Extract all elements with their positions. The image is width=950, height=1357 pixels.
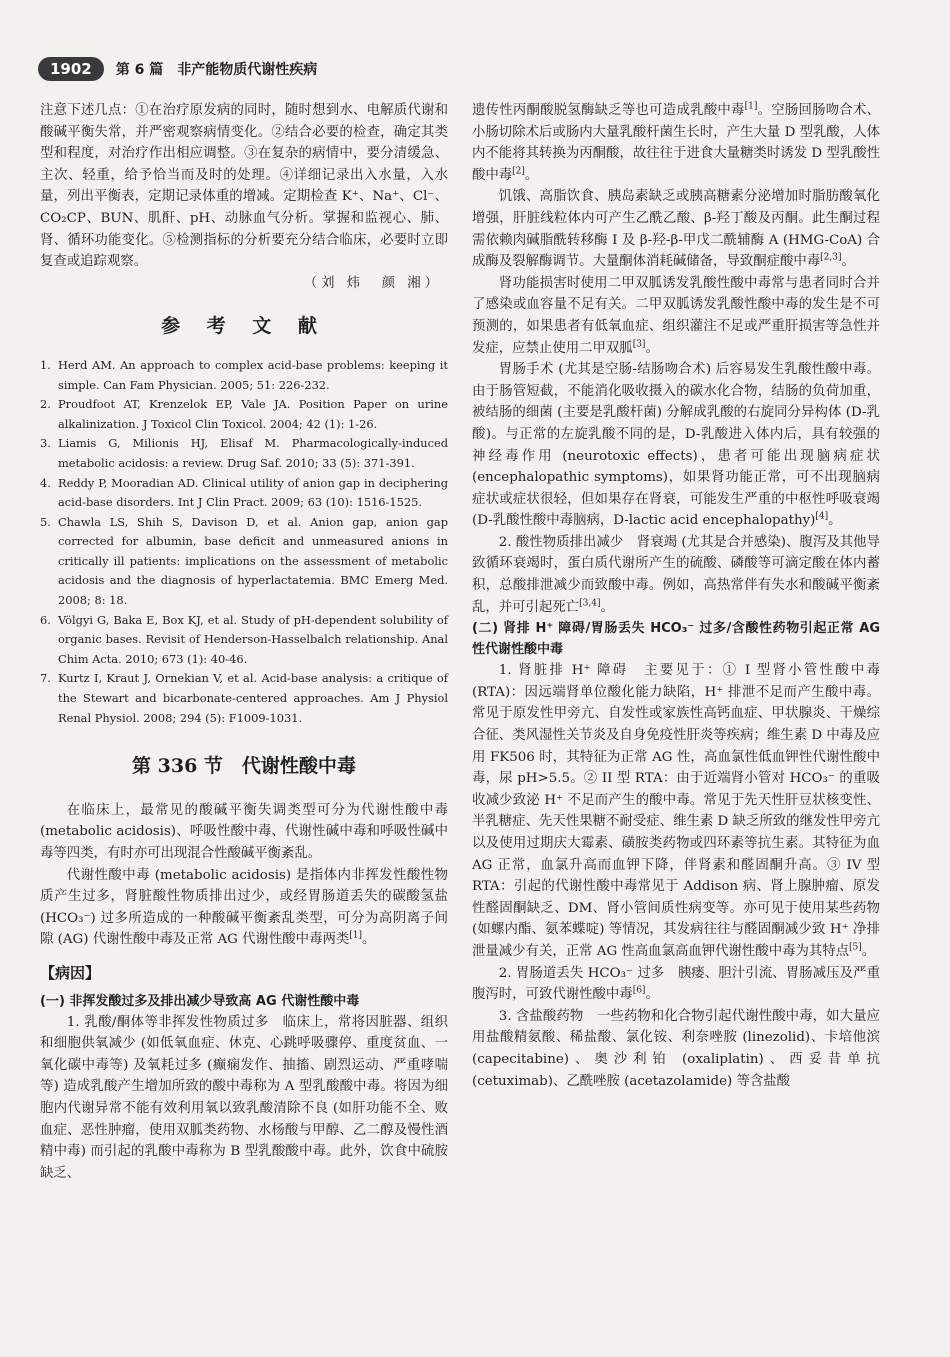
left-column — [40, 100, 448, 1184]
author-signature: （刘 炜 颜 湘） — [303, 275, 442, 291]
paragraph: 在临床上，最常见的酸碱平衡失调类型可分为代谢性酸中毒 (metabolic acidosis)、呼吸性酸中毒、代谢性碱中毒和呼吸性碱中毒等四类，有时亦可出现混合性酸碱平衡紊乱。 — [40, 802, 448, 861]
references-list — [40, 356, 448, 728]
paragraph: 代谢性酸中毒 (metabolic acidosis) 是指体内非挥发性酸性物质产生过多，肾脏酸性物质排出过少，或经胃肠道丢失的碳酸氢盐 (HCO₃⁻) 过多所造成的一种酸碱平衡紊乱类型，可分为高阴离子间隙 (AG) 代谢性酸中毒及正常 AG 代谢性酸中毒两类[1]。 — [40, 867, 448, 948]
subheading: (二) 肾排 H⁺ 障碍/胃肠丢失 HCO₃⁻ 过多/含酸性药物引起正常 AG 性代谢性酸中毒 — [472, 621, 880, 658]
page-number: 1902 — [38, 57, 104, 81]
subheading: (一) 非挥发酸过多及排出减少导致高 AG 代谢性酸中毒 — [40, 993, 360, 1009]
references-heading: 参 考 文 献 — [161, 315, 327, 338]
right-column — [472, 100, 880, 1092]
paragraph: 1. 乳酸/酮体等非挥发性物质过多 临床上，常将因脏器、组织和细胞供氧减少 (如低氧血症、休克、心跳呼吸骤停、重度贫血、一氧化碳中毒等) 及氧耗过多 (癫痫发作、抽搐、剧烈运动、严重哮喘等) 造成乳酸产生增加所致的酸中毒称为 A 型乳酸酸中毒。将因为细胞内代谢异常不能有效利用氧以致乳酸清除不良 (如肝功能不全、败血症、恶性肿瘤，使用双胍类药物、水杨酸与甲醇、乙二醇及慢性酒精中毒) 而引起的乳酸中毒称为 B 型乳酸酸中毒。此外，饮食中硫胺缺乏、 — [40, 1014, 448, 1181]
reference-item: 5. Chawla LS, Shih S, Davison D, et al. Anion gap, anion gap corrected for albumin, base deficit and unmeasured anions in critically ill patients: implications on the assessment of metabolic acidosis and the diagnosis of hyperlactatemia. BMC Emerg Med. 2008; 8: 18. — [40, 514, 448, 608]
reference-item: 7. Kurtz I, Kraut J, Ornekian V, et al. Acid-base analysis: a critique of the Stewart and bicarbonate-centered approaches. Am J Physiol Renal Physiol. 2008; 294 (5): F1009-1031. — [40, 671, 448, 725]
reference-item: 6. Völgyi G, Baka E, Box KJ, et al. Study of pH-dependent solubility of organic bases. Revisit of Henderson-Hasselbalch relationship. Anal Chim Acta. 2010; 673 (1): 40-46. — [40, 612, 448, 666]
page-header — [38, 52, 317, 86]
intro-paragraph: 注意下述几点：①在治疗原发病的同时，随时想到水、电解质代谢和酸碱平衡失常，并严密观察病情变化。②结合必要的检查，确定其类型和程度，对治疗作出相应调整。③在复杂的病情中，要分清缓急、主次、轻重，给予恰当而及时的处理。④详细记录出入水量，入水量，列出平衡表，定期记录体重的增减。定期检查 K⁺、Na⁺、Cl⁻、CO₂CP、BUN、肌酐、pH、动脉血气分析。掌握和监视心、肺、肾、循环功能变化。⑤检测指标的分析要充分结合临床，必要时立即复查或追踪观察。 — [40, 103, 448, 270]
reference-item: 2. Proudfoot AT, Krenzelok EP, Vale JA. Position Paper on urine alkalinization. J Toxicol Clin Toxicol. 2004; 42 (1): 1-26. — [40, 397, 448, 431]
cause-heading: 【病因】 — [40, 963, 101, 982]
paragraph: 遗传性丙酮酸脱氢酶缺乏等也可造成乳酸中毒[1]。空肠回肠吻合术、小肠切除术后或肠内大量乳酸杆菌生长时，产生大量 D 型乳酸，人体内不能将其转换为丙酮酸，故往往于进食大量糖类时诱发 D 型乳酸性酸中毒[2]。 — [472, 101, 881, 183]
paragraph: 3. 含盐酸药物 一些药物和化合物引起代谢性酸中毒，如大量应用盐酸精氨酸、稀盐酸、氯化铵、利奈唑胺 (linezolid)、卡培他滨 (capecitabine)、奥沙利铂 (oxaliplatin)、西妥昔单抗 (cetuximab)、乙酰唑胺 (acetazolamide) 等含盐酸 — [472, 1008, 880, 1089]
chapter-title: 第 6 篇 非产能物质代谢性疾病 — [115, 62, 318, 78]
reference-item: 1. Herd AM. An approach to complex acid-base problems: keeping it simple. Can Fam Physician. 2005; 51: 226-232. — [40, 357, 448, 392]
section-title: 第 336 节 代谢性酸中毒 — [132, 755, 356, 778]
paragraph: 2. 酸性物质排出减少 肾衰竭 (尤其是合并感染)、腹泻及其他导致循环衰竭时，蛋白质代谢所产生的硫酸、磷酸等可滴定酸在体内蓄积，总酸排泄减少而致酸中毒。例如，高热常伴有失水和酸碱平衡紊乱，并可引起死亡[3,4]。 — [472, 534, 880, 615]
paragraph: 1. 肾脏排 H⁺ 障碍 主要见于：① I 型肾小管性酸中毒 (RTA)：因远端肾单位酸化能力缺陷，H⁺ 排泄不足而产生酸中毒。常见于原发性甲旁亢、自发性或家族性高钙血症、甲状腺炎、干燥综合征、类风湿性关节炎及自身免疫性肝炎等疾病；维生素 D 中毒及应用 FK506 时，其特征为正常 AG 性，高血氯性低血钾性代谢性酸中毒，尿 pH>5.5。② II 型 RTA：由于近端肾小管对 HCO₃⁻ 的重吸收减少致泌 H⁺ 不足而产生的酸中毒。常见于先天性肝豆状核变性、半乳糖症、先天性果糖不耐受症、维生素 D 缺乏所致的继发性甲旁亢以及使用过期庆大霉素、磺胺类药物或四环素等抗生素。其特征为血 AG 正常，血氯升高而血钾下降，伴肾素和醛固酮升高。③ IV 型 RTA：引起的代谢性酸中毒常见于 Addison 病、肾上腺肿瘤、原发性醛固酮缺乏、DM、肾小管间质性病变等。亦可见于使用某些药物 (如螺内酯、氨苯蝶啶) 等情况，其发病往往与醛固酮减少致 H⁺ 净排泄量减少有关，正常 AG 性高血氯高血钾代谢性酸中毒为其特点[5]。 — [472, 663, 880, 959]
reference-item: 4. Reddy P, Mooradian AD. Clinical utility of anion gap in deciphering acid-base disorders. Int J Clin Pract. 2009; 63 (10): 1516-1525. — [40, 475, 448, 510]
paragraph: 饥饿、高脂饮食、胰岛素缺乏或胰高糖素分泌增加时脂肪酸氧化增强，肝脏线粒体内可产生乙酰乙酸、β-羟丁酸及丙酮。此生酮过程需依赖肉碱脂酰转移酶 I 及 β-羟-β-甲戊二酰辅酶 A (HMG-CoA) 合成酶及裂解酶调节。大量酮体消耗碱储备，导致酮症酸中毒[2,3]。 — [472, 189, 880, 270]
reference-item: 3. Liamis G, Milionis HJ, Elisaf M. Pharmacologically-induced metabolic acidosis: a review. Drug Saf. 2010; 33 (5): 371-391. — [40, 436, 448, 470]
paragraph: 2. 胃肠道丢失 HCO₃⁻ 过多 胰瘘、胆汁引流、胃肠减压及严重腹泻时，可致代谢性酸中毒[6]。 — [472, 965, 880, 1003]
paragraph: 胃肠手术 (尤其是空肠-结肠吻合术) 后容易发生乳酸性酸中毒。由于肠管短截，不能消化吸收摄入的碳水化合物，结肠的负荷加重，被结肠的细菌 (主要是乳酸杆菌) 分解成乳酸的右旋同分异构体 (D-乳酸)。与正常的左旋乳酸不同的是，D-乳酸进入体内后，具有较强的神经毒作用 (neurotoxic effects)，患者可能出现脑病症状 (encephalopathic symptoms)，如果肾功能正常，可不出现脑病症状或症状很轻，但如果存在肾衰，可能发生严重的中枢性呼吸衰竭 (D-乳酸性酸中毒脑病，D-lactic acid encephalopathy)[4]。 — [472, 362, 880, 529]
paragraph: 肾功能损害时使用二甲双胍诱发乳酸性酸中毒常与患者同时合并了感染或血容量不足有关。二甲双胍诱发乳酸性酸中毒的发生是不可预测的，如果患者有低氧血症、组织灌注不足或严重肝损害等急性并发症，应禁止使用二甲双胍[3]。 — [472, 275, 880, 356]
